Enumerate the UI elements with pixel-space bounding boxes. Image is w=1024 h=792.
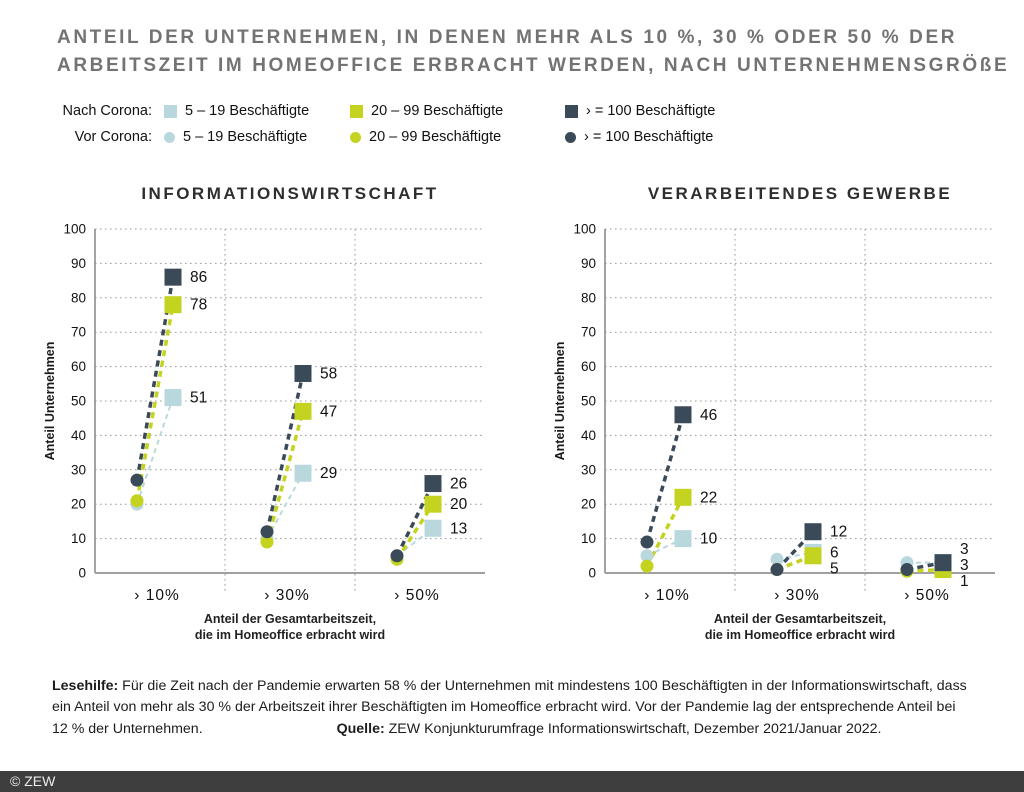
legend-item-label: 20 – 99 Beschäftigte <box>369 129 502 146</box>
nach-corona-marker <box>165 296 182 313</box>
value-label: 51 <box>190 389 208 407</box>
value-label: 6 <box>830 544 839 562</box>
x-tick-label: › 50% <box>904 587 950 605</box>
lesehilfe-label: Lesehilfe: <box>52 678 119 695</box>
trend-line <box>397 484 433 556</box>
page-title-line1: ANTEIL DER UNTERNEHMEN, IN DENEN MEHR ALS 10 %, 30 % ODER 50 % DER <box>57 27 958 48</box>
x-axis-caption: die im Homeoffice erbracht wird <box>704 628 896 643</box>
nach-corona-marker <box>295 365 312 382</box>
y-tick-label: 80 <box>70 290 86 306</box>
value-label: 22 <box>700 489 718 507</box>
trend-line <box>137 398 173 505</box>
trend-line <box>267 374 303 532</box>
zew-copyright: © ZEW <box>10 773 56 789</box>
vor-corona-marker <box>131 474 144 487</box>
x-axis-caption: Anteil der Gesamtarbeitszeit, <box>203 612 377 627</box>
value-label: 10 <box>700 530 718 548</box>
y-tick-label: 40 <box>70 427 86 443</box>
x-tick-label: › 10% <box>134 587 180 605</box>
legend-row-nach-label: Nach Corona: <box>62 103 152 120</box>
nach-corona-marker <box>805 523 822 540</box>
y-tick-label: 0 <box>588 565 596 581</box>
footer-bar <box>0 771 1024 792</box>
y-tick-label: 20 <box>70 496 86 512</box>
vor-corona-marker <box>771 563 784 576</box>
chart-verarbeitendes-gewerbe <box>550 181 1020 646</box>
chart-informationswirtschaft <box>40 181 510 646</box>
y-tick-label: 30 <box>70 462 86 478</box>
x-tick-label: › 50% <box>394 587 440 605</box>
nach-corona-marker <box>165 269 182 286</box>
legend-item-label: 5 – 19 Beschäftigte <box>185 103 310 120</box>
nach-corona-marker <box>805 547 822 564</box>
legend-item <box>565 103 1024 119</box>
y-tick-label: 70 <box>580 324 596 340</box>
legend-row-vor-label: Vor Corona: <box>74 129 152 146</box>
y-tick-label: 50 <box>70 393 86 409</box>
legend-item <box>164 129 350 145</box>
legend-item-label: › = 100 Beschäftigte <box>586 103 716 120</box>
y-axis-label: Anteil Unternehmen <box>43 341 57 461</box>
legend-square-marker-medium <box>350 105 363 118</box>
x-tick-label: › 10% <box>644 587 690 605</box>
y-tick-label: 50 <box>580 393 596 409</box>
footer-note <box>52 676 972 740</box>
legend-circle-marker-large <box>565 132 576 143</box>
x-tick-label: › 30% <box>264 587 310 605</box>
x-axis-caption: die im Homeoffice erbracht wird <box>194 628 386 643</box>
vor-corona-marker <box>131 494 144 507</box>
y-tick-label: 90 <box>580 255 596 271</box>
y-tick-label: 60 <box>580 359 596 375</box>
legend-square-marker-small <box>164 105 177 118</box>
y-tick-label: 60 <box>70 359 86 375</box>
y-tick-label: 80 <box>580 290 596 306</box>
x-tick-label: › 30% <box>774 587 820 605</box>
nach-corona-marker <box>675 406 692 423</box>
vor-corona-marker <box>901 563 914 576</box>
nach-corona-marker <box>165 389 182 406</box>
vor-corona-marker <box>261 525 274 538</box>
nach-corona-marker <box>425 520 442 537</box>
quelle <box>337 721 882 737</box>
value-label: 47 <box>320 403 338 421</box>
value-label: 58 <box>320 365 338 383</box>
value-label: 46 <box>700 406 718 424</box>
y-tick-label: 40 <box>580 427 596 443</box>
legend-item-label: › = 100 Beschäftigte <box>584 129 714 146</box>
nach-corona-marker <box>295 403 312 420</box>
trend-line <box>647 415 683 542</box>
value-label: 26 <box>450 475 468 493</box>
y-tick-label: 30 <box>580 462 596 478</box>
nach-corona-marker <box>425 496 442 513</box>
value-label: 78 <box>190 296 208 314</box>
nach-corona-marker <box>675 530 692 547</box>
charts-row <box>40 181 1024 646</box>
y-tick-label: 70 <box>70 324 86 340</box>
value-label: 1 <box>960 573 969 591</box>
legend-item <box>350 129 565 145</box>
x-axis-caption: Anteil der Gesamtarbeitszeit, <box>713 612 887 627</box>
nach-corona-marker <box>935 554 952 571</box>
nach-corona-marker <box>295 465 312 482</box>
value-label: 20 <box>450 496 468 514</box>
legend <box>52 103 1024 145</box>
legend-item <box>350 103 565 119</box>
y-tick-label: 100 <box>63 221 86 237</box>
value-label: 3 <box>960 541 969 559</box>
page-title-line2: ARBEITSZEIT IM HOMEOFFICE ERBRACHT WERDEN, NACH UNTERNEHMENSGRÖßE <box>57 54 1010 76</box>
y-tick-label: 10 <box>70 531 86 547</box>
y-tick-label: 20 <box>580 496 596 512</box>
legend-item <box>164 103 350 119</box>
chart-title: VERARBEITENDES GEWERBE <box>647 184 953 204</box>
vor-corona-marker <box>391 549 404 562</box>
legend-circle-marker-medium <box>350 132 361 143</box>
nach-corona-marker <box>425 475 442 492</box>
legend-item-label: 20 – 99 Beschäftigte <box>371 103 504 120</box>
lesehilfe-text: Für die Zeit nach der Pandemie erwarten 58 % der Unternehmen mit mindestens 100 Beschäftigten in der Informationswirtschaft, dass ein Anteil von mehr als 30 % der Arbeitszeit ihrer Beschäftigten im Homeoffice erbracht wird. Vor der Pandemie lag der entsprechende Anteil bei 12 % der Unternehmen. <box>52 678 967 737</box>
quelle-label: Quelle: <box>336 720 385 737</box>
legend-item <box>565 129 1024 145</box>
y-tick-label: 0 <box>78 565 86 581</box>
value-label: 5 <box>830 560 839 578</box>
value-label: 13 <box>450 520 468 538</box>
y-tick-label: 100 <box>573 221 596 237</box>
value-label: 86 <box>190 269 208 287</box>
y-tick-label: 10 <box>580 531 596 547</box>
page-title <box>57 24 1010 79</box>
legend-square-marker-large <box>565 105 578 118</box>
nach-corona-marker <box>675 489 692 506</box>
y-axis-label: Anteil Unternehmen <box>553 341 567 461</box>
quelle-text: ZEW Konjunkturumfrage Informationswirtschaft, Dezember 2021/Januar 2022. <box>384 720 882 737</box>
value-label: 29 <box>320 465 338 483</box>
legend-item-label: 5 – 19 Beschäftigte <box>183 129 308 146</box>
vor-corona-marker <box>641 536 654 549</box>
value-label: 12 <box>830 523 848 541</box>
chart-title: INFORMATIONSWIRTSCHAFT <box>141 184 439 204</box>
y-tick-label: 90 <box>70 255 86 271</box>
value-label: 3 <box>960 557 969 575</box>
vor-corona-marker <box>641 560 654 573</box>
legend-circle-marker-small <box>164 132 175 143</box>
